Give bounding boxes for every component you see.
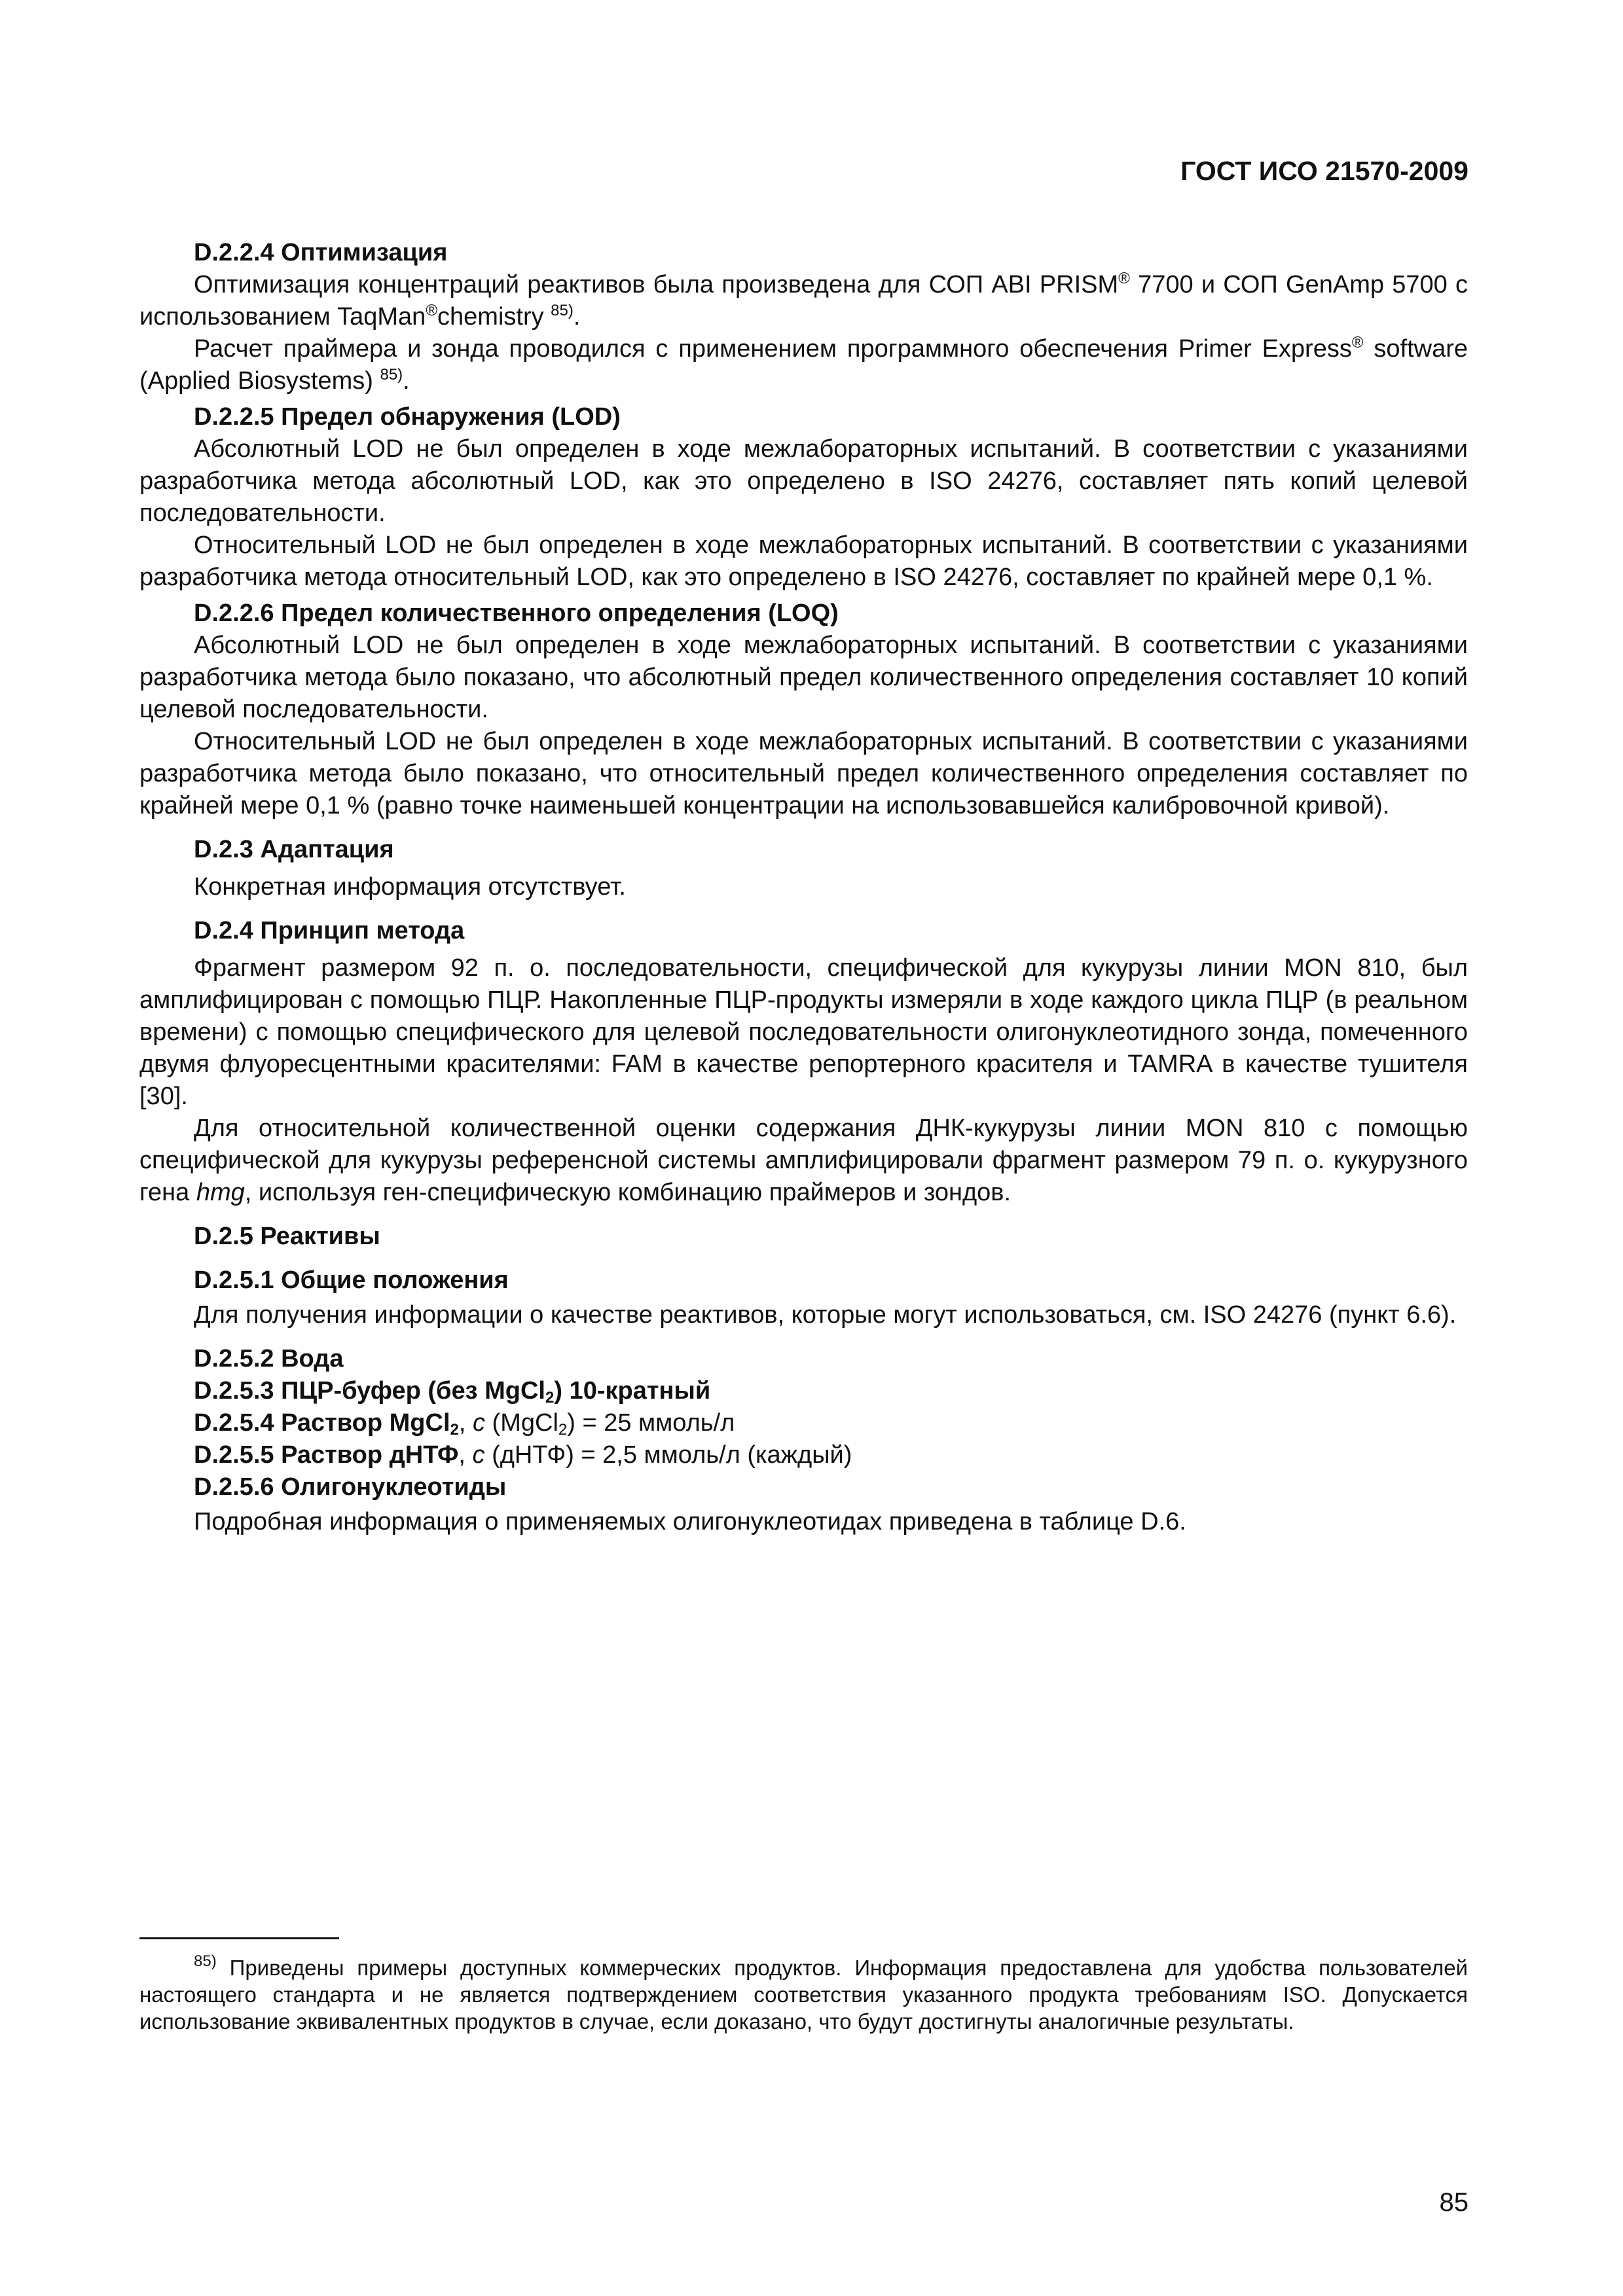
gene-name: hmg — [196, 1179, 245, 1206]
text-run: D.2.5.4 Раствор MgCl — [194, 1409, 450, 1437]
text-run: software (Applied Biosystems) — [139, 335, 1468, 395]
footnote-marker: 85) — [194, 1952, 217, 1970]
section-heading-d2-5-2: D.2.5.2 Вода — [194, 1345, 344, 1372]
registered-mark: ® — [1118, 270, 1130, 287]
footnote-divider — [139, 1937, 339, 1939]
paragraph-loq-relative: Относительный LOD не был определен в ходе межлабораторных испытаний. В соответствии с указаниями разработчика метода было показано, что относительный предел количественного определения составляет по крайней мере 0,1 % (равно точке наименьшей концентрации на использовавшейся калибровочной кривой). — [139, 728, 1468, 819]
subscript: 2 — [558, 1421, 568, 1439]
section-heading-d2-2-6: D.2.2.6 Предел количественного определения (LOQ) — [194, 600, 839, 627]
text-run — [194, 1409, 459, 1437]
text-run: , — [458, 1441, 473, 1469]
paragraph-loq-absolute: Абсолютный LOD не был определен в ходе межлабораторных испытаний. В соответствии с указаниями разработчика метода было показано, что абсолютный предел количественного определения составляет 10 копий целевой последовательности. — [139, 632, 1468, 723]
section-heading-d2-5-3 — [139, 1375, 1468, 1407]
section-heading-d2-5: D.2.5 Реактивы — [194, 1223, 380, 1250]
text-run: (MgCl — [485, 1409, 558, 1437]
text-run: D.2.5.5 Раствор дНТФ — [194, 1441, 459, 1469]
concentration-symbol: c — [473, 1409, 485, 1437]
text-run: Приведены примеры доступных коммерческих продуктов. Информация предоставлена для удобства пользователей настоящего стандарта и не является подтверждением соответствия указанного продукта требованиям ISO. Допускается использование эквивалентных продуктов в случае, если доказано, что будут достигнуты аналогичные результаты. — [139, 1956, 1468, 2034]
footnote-ref: 85) — [551, 302, 574, 319]
text-run: 7700 и СОП GenAmp 5700 с использованием TaqMan — [139, 271, 1468, 331]
section-heading-d2-5-1: D.2.5.1 Общие положения — [194, 1266, 509, 1294]
subscript: 2 — [450, 1421, 459, 1439]
section-heading-d2-5-4 — [139, 1407, 1468, 1439]
section-heading-d2-5-6: D.2.5.6 Олигонуклеотиды — [194, 1473, 507, 1501]
footnote-ref: 85) — [380, 366, 403, 384]
text-run: Оптимизация концентраций реактивов была произведена для СОП ABI PRISM — [194, 271, 1119, 298]
registered-mark: ® — [1351, 334, 1364, 351]
text-run: ) = 25 ммоль/л — [567, 1409, 735, 1437]
text-run: . — [403, 367, 410, 395]
paragraph-reagents-general: Для получения информации о качестве реактивов, которые могут использоваться, см. ISO 24276 (пункт 6.6). — [194, 1301, 1457, 1329]
paragraph-adaptation: Конкретная информация отсутствует. — [194, 873, 626, 901]
text-run: chemistry — [437, 303, 551, 331]
paragraph-oligonucleotides: Подробная информация о применяемых олигонуклеотидах приведена в таблице D.6. — [194, 1508, 1186, 1535]
document-body — [139, 237, 1468, 1538]
paragraph-lod-relative: Относительный LOD не был определен в ходе межлабораторных испытаний. В соответствии с указаниями разработчика метода относительный LOD, как это определено в ISO 24276, составляет по крайней мере 0,1 %. — [139, 531, 1468, 591]
section-heading-d2-3: D.2.3 Адаптация — [194, 836, 394, 863]
paragraph-relative-quantification — [139, 1113, 1468, 1209]
concentration-symbol: c — [472, 1441, 485, 1469]
section-heading-d2-2-4: D.2.2.4 Оптимизация — [194, 239, 448, 266]
subscript: 2 — [545, 1389, 555, 1407]
paragraph-lod-absolute: Абсолютный LOD не был определен в ходе межлабораторных испытаний. В соответствии с указаниями разработчика метода абсолютный LOD, как это определено в ISO 24276, составляет пять копий целевой последовательности. — [139, 435, 1468, 527]
registered-mark: ® — [426, 302, 438, 319]
text-run: , используя ген-специфическую комбинацию праймеров и зондов. — [244, 1179, 1012, 1206]
text-run: . — [573, 303, 581, 331]
footnote — [139, 1954, 1468, 2035]
text-run: Для относительной количественной оценки содержания ДНК-кукурузы линии MON 810 с помощью специфической для кукурузы референсной системы амплифицировали фрагмент размером 79 п. о. кукурузного гена — [139, 1115, 1468, 1206]
text-run: Расчет праймера и зонда проводился с применением программного обеспечения Primer Express — [194, 335, 1352, 363]
text-run: , — [458, 1409, 473, 1437]
document-code-header: ГОСТ ИСО 21570-2009 — [1180, 156, 1468, 186]
section-heading-d2-5-5 — [139, 1439, 1468, 1471]
text-run: ) 10-кратный — [554, 1377, 711, 1405]
paragraph-method-principle: Фрагмент размером 92 п. о. последовательности, специфической для кукурузы линии MON 810, был амплифицирован с помощью ПЦР. Накопленные ПЦР-продукты измеряли в ходе каждого цикла ПЦР (в реальном времени) с помощью специфического для целевой последовательности олигонуклеотидного зонда, помеченного двумя флуоресцентными красителями: FAM в качестве репортерного красителя и TAMRA в качестве тушителя [30]. — [139, 954, 1468, 1110]
paragraph-optimization — [139, 269, 1468, 333]
paragraph-primer-design — [139, 333, 1468, 397]
section-heading-d2-4: D.2.4 Принцип метода — [194, 917, 465, 944]
section-heading-d2-2-5: D.2.2.5 Предел обнаружения (LOD) — [194, 403, 621, 431]
footnote-text — [139, 1954, 1468, 2035]
text-run: (дНТФ) = 2,5 ммоль/л (каждый) — [484, 1441, 852, 1469]
text-run: D.2.5.3 ПЦР-буфер (без MgCl — [194, 1377, 545, 1405]
page-number: 85 — [1439, 2188, 1468, 2217]
